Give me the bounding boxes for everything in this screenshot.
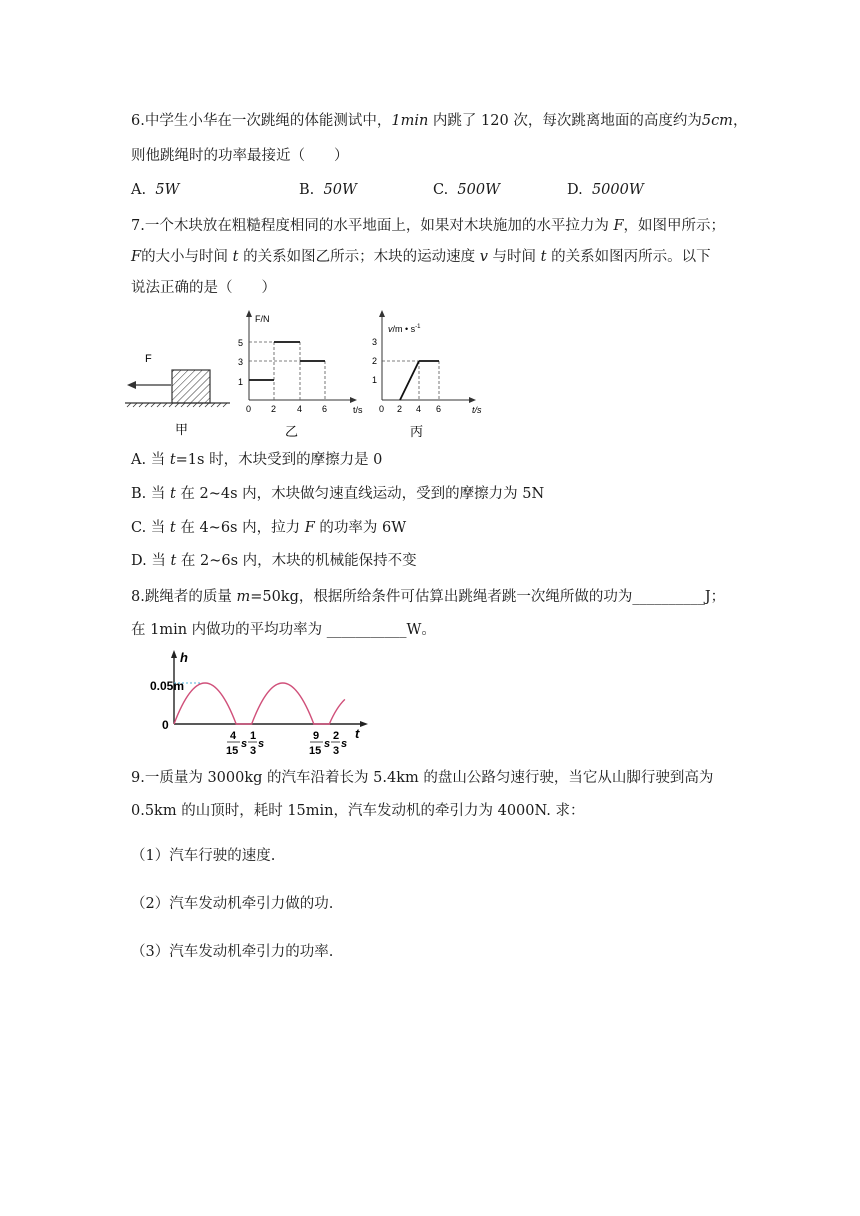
q7-option-a [131, 450, 382, 470]
x-tick-2: 2 [271, 404, 277, 414]
q6-option-d [567, 180, 644, 200]
option-var: t [169, 520, 176, 536]
x-axis-label: t [355, 726, 360, 741]
q7-option-b [131, 484, 544, 504]
tick-unit: s [324, 738, 331, 750]
option-num: 50 [323, 182, 342, 198]
y-tick-3: 3 [372, 337, 378, 347]
q6-math-5: 5 [701, 113, 712, 129]
q6-math-min: min [400, 113, 429, 129]
y-arrow [246, 310, 252, 317]
option-unit: W [628, 182, 644, 198]
option-key: D. [567, 182, 583, 198]
q9-sub3: （3）汽车发动机牵引力的功率. [131, 944, 334, 960]
y-tick-3: 3 [238, 357, 244, 367]
option-text: 的功率为 6W [314, 520, 407, 536]
q6-text: 内跳了 120 次，每次跳离地面的高度约为 [428, 113, 702, 129]
q7-text: 7.一个木块放在粗糙程度相同的水平地面上，如果对木块施加的水平拉力为 [131, 218, 614, 234]
q6-line2: 则他跳绳时的功率最接近（ ） [131, 148, 349, 164]
y-axis-label: F/N [255, 314, 270, 324]
tick-den: 3 [250, 745, 257, 757]
q7-text: 的关系如图乙所示；木块的运动速度 [238, 249, 480, 265]
x-tick-4: 4 [416, 404, 422, 414]
y-tick-2: 2 [372, 356, 378, 366]
option-var: F [304, 520, 315, 536]
caption-bing: 丙 [410, 424, 424, 439]
y-label-v: v [388, 324, 393, 334]
y-axis-label: h [180, 650, 188, 665]
q7-var-f: F [613, 218, 624, 234]
q6-option-c [433, 180, 500, 200]
option-var: t [169, 486, 176, 502]
y-arrow [379, 310, 385, 317]
origin-label: 0 [162, 718, 169, 732]
tick-num: 1 [250, 730, 257, 742]
height-time-chart [150, 648, 380, 760]
q7-text: 的关系如图丙所示。以下 [546, 249, 711, 265]
q7-line1 [131, 216, 725, 236]
q7-text: 的大小与时间 [141, 249, 233, 265]
y-label-unit: /m • s [392, 324, 416, 334]
x-tick-2: 2 [397, 404, 403, 414]
tick-unit: s [258, 738, 265, 750]
q7-line3: 说法正确的是（ ） [131, 280, 276, 296]
y-tick-5: 5 [238, 338, 244, 348]
x-axis-label: t/s [353, 405, 363, 415]
option-unit: W [485, 182, 500, 198]
x-arrow [360, 721, 368, 727]
q6-option-a [131, 180, 179, 200]
caption-yi: 乙 [285, 424, 299, 439]
x-arrow [469, 397, 476, 403]
option-text: 在 2~6s 内，木块的机械能保持不变 [176, 553, 417, 569]
q6-math-cm: cm [711, 113, 733, 129]
q6-text: 6.中学生小华在一次跳绳的体能测试中， [131, 113, 392, 129]
ground-hatch [127, 403, 227, 407]
q7-var-v: v [479, 249, 488, 265]
tick-unit: s [241, 738, 248, 750]
figure-bing [366, 308, 491, 440]
option-var: t [169, 452, 176, 468]
q7-text: 与时间 [487, 249, 541, 265]
tick-num: 9 [313, 730, 320, 742]
q8-line1 [131, 587, 725, 607]
x-tick-0: 0 [246, 404, 252, 414]
option-num: 5 [155, 182, 165, 198]
figure-jia [125, 348, 235, 438]
x-tick-6: 6 [436, 404, 442, 414]
tick-den: 15 [309, 745, 322, 757]
q9-sub1: （1）汽车行驶的速度. [131, 848, 276, 864]
q7-text: ，如图甲所示； [623, 218, 726, 234]
option-key: C. [433, 182, 449, 198]
x-tick-0: 0 [379, 404, 385, 414]
y-tick-1: 1 [372, 375, 378, 385]
q9-line1: 9.一质量为 3000kg 的汽车沿着长为 5.4km 的盘山公路匀速行驶，当它从山脚行驶到高为 [131, 770, 714, 786]
y-axis-label [388, 324, 421, 334]
option-key: A. [131, 182, 147, 198]
x-tick-9-15 [309, 730, 330, 757]
q8-var-m: m [236, 589, 251, 605]
wooden-block [172, 370, 210, 403]
q9-sub2: （2）汽车发动机牵引力做的功. [131, 896, 334, 912]
x-tick-1-3 [248, 730, 264, 757]
arrow-head [127, 381, 136, 389]
y-arrow [171, 650, 177, 658]
option-unit: W [164, 182, 180, 198]
tick-num: 2 [333, 730, 340, 742]
q7-option-d [131, 551, 417, 571]
x-tick-2-3 [331, 730, 347, 757]
velocity-line [400, 361, 439, 400]
q7-var-f: F [131, 249, 142, 265]
q8-line2: 在 1min 内做功的平均功率为 ___________W。 [131, 622, 436, 638]
option-num: 5000 [591, 182, 629, 198]
option-text: A. 当 [131, 452, 170, 468]
figure-yi [235, 308, 365, 440]
tick-num: 4 [230, 730, 237, 742]
x-axis-label: t/s [472, 405, 482, 415]
x-tick-6: 6 [322, 404, 328, 414]
y-tick-1: 1 [238, 377, 244, 387]
velocity-ramp [400, 361, 419, 400]
option-text: =1s 时，木块受到的摩擦力是 0 [175, 452, 383, 468]
height-curve [174, 683, 345, 724]
q6-line1 [131, 111, 747, 131]
x-tick-4: 4 [297, 404, 303, 414]
x-tick-labels [226, 730, 347, 757]
option-text: 在 4~6s 内，拉力 [175, 520, 305, 536]
tick-unit: s [341, 738, 348, 750]
tick-den: 15 [226, 745, 239, 757]
q7-var-t: t [540, 249, 547, 265]
tick-den: 3 [333, 745, 340, 757]
q7-var-t: t [232, 249, 239, 265]
q6-math-1: 1 [391, 113, 401, 129]
q9-line2: 0.5km 的山顶时，耗时 15min，汽车发动机的牵引力为 4000N. 求： [131, 803, 585, 819]
q6-text: ， [732, 113, 748, 129]
y-tick-label: 0.05m [150, 679, 185, 693]
option-num: 500 [457, 182, 486, 198]
q8-text: =50kg，根据所给条件可估算出跳绳者跳一次绳所做的功为__________J； [250, 589, 726, 605]
option-text: D. 当 [131, 553, 171, 569]
option-key: B. [299, 182, 315, 198]
x-arrow [350, 397, 357, 403]
q7-option-c [131, 518, 406, 538]
caption-jia: 甲 [175, 422, 189, 437]
q8-text: 8.跳绳者的质量 [131, 589, 237, 605]
option-text: B. 当 [131, 486, 170, 502]
option-text: C. 当 [131, 520, 170, 536]
guide-lines [249, 342, 325, 400]
q7-line2 [131, 247, 711, 267]
option-unit: W [341, 182, 357, 198]
x-tick-4-15 [226, 730, 247, 757]
option-var: t [170, 553, 177, 569]
force-label: F [145, 353, 152, 365]
q6-option-b [299, 180, 357, 200]
option-text: 在 2~4s 内，木块做匀速直线运动，受到的摩擦力为 5N [175, 486, 545, 502]
y-label-sup: -1 [415, 324, 421, 330]
